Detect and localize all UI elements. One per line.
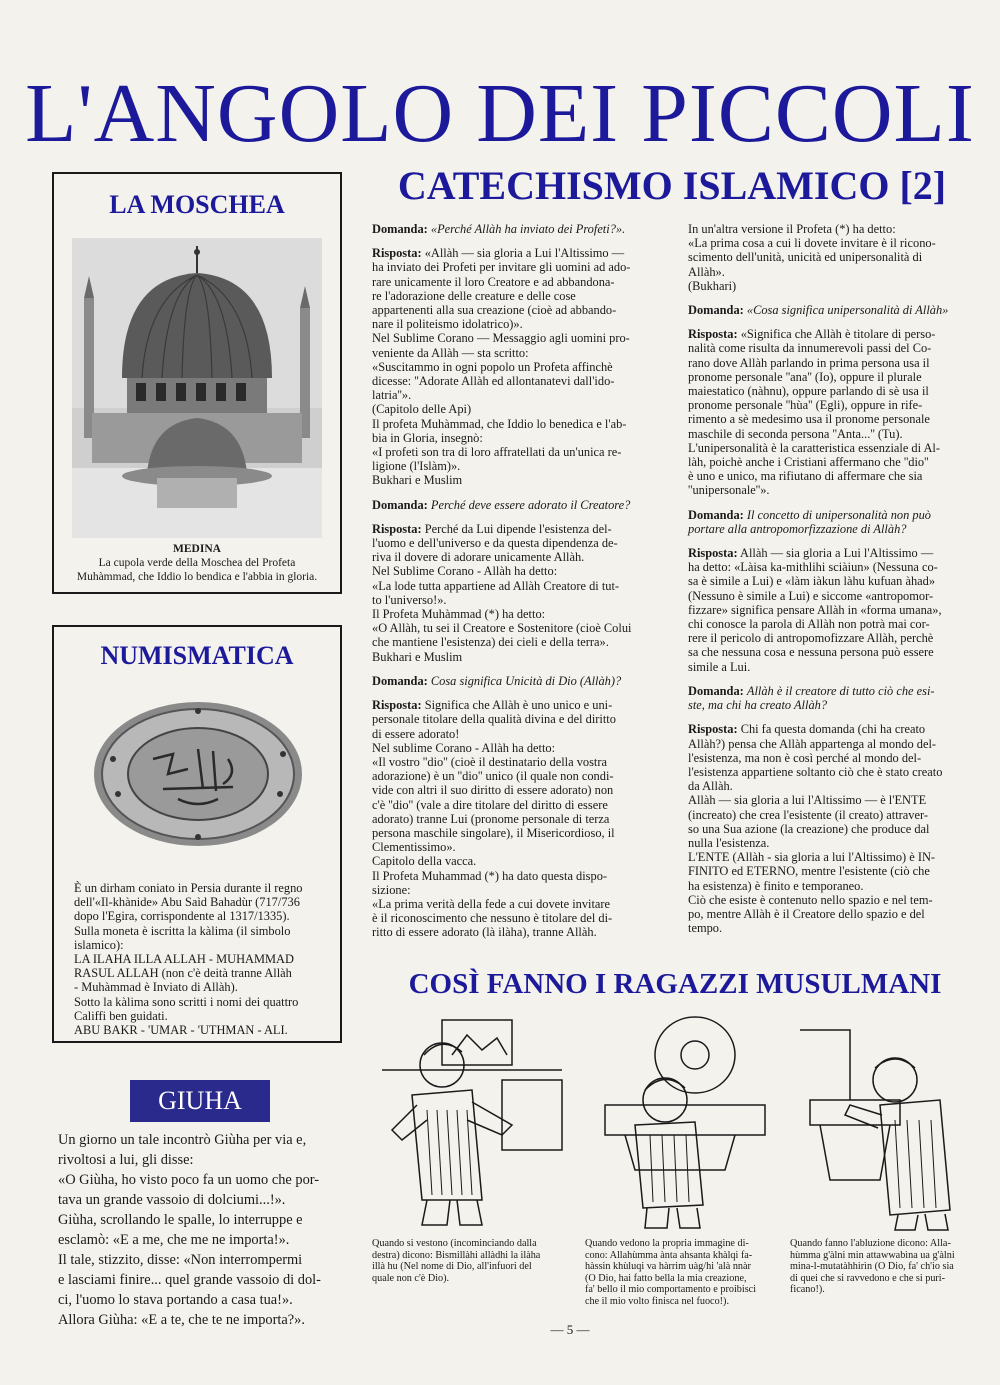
text-line: adorazione) è un ''dio'' unico (il quale non condi-	[372, 769, 614, 784]
qa-block	[372, 674, 666, 688]
catechismo-title: CATECHISMO ISLAMICO [2]	[397, 163, 947, 208]
text-line: maiestatico (nàhnu), oppure parlando di sè usa il	[688, 384, 929, 399]
text-line: ha detto: «Làisa ka-mithlihi sciàiun» (Nessuna co-	[688, 560, 938, 575]
text-line: Clementissimo».	[372, 840, 456, 855]
text-line: ''unipersonale''».	[688, 483, 770, 498]
text-line: L'unipersonalità è la caratteristica essenziale di Al-	[688, 440, 940, 455]
qa-block	[372, 522, 666, 664]
text-line: scimento dell'unità, unicità ed unipersonalità di	[688, 250, 923, 265]
text-line: RASUL ALLAH (non c'è deità tranne Allàh	[74, 966, 292, 981]
caption-line: quale non c'è Dio).	[372, 1272, 450, 1284]
text-line: so una Sua azione (la creazione) che produce dal	[688, 821, 930, 836]
qa-label: Risposta:	[688, 546, 738, 561]
text-line: re l'adorazione delle creature e delle cose	[372, 288, 576, 303]
qa-label: Domanda:	[688, 683, 744, 698]
text-line: Bukhari e Muslim	[372, 649, 463, 664]
question-text: Il concetto di unipersonalità non può	[746, 507, 931, 522]
text-line: Un giorno un tale incontrò Giùha per via e,	[58, 1132, 307, 1148]
qa-label: Domanda:	[372, 497, 428, 512]
text-line: nalità come risulta da innumerevoli passi del Co-	[688, 341, 932, 356]
qa-label: Risposta:	[372, 698, 422, 713]
catechismo-col2	[688, 222, 976, 945]
qa-block	[372, 698, 666, 939]
caption-line: Muhàmmad, che Iddio lo bendica e l'abbia in gloria.	[76, 571, 318, 583]
caption-line: (O Dio, hai fatto bella la mia creazione,	[585, 1272, 747, 1284]
text-line: tava un grande vassoio di dolciumi...!».	[58, 1192, 286, 1208]
answer-first: Perché da Lui dipende l'esistenza del-	[424, 521, 612, 536]
text-line: c'è ''dio'' (vale a dire titolare del diritto di essere	[372, 797, 608, 812]
caption-line: che il mio volto finisca nel fuoco!).	[585, 1295, 729, 1307]
text-line: «La lode tutta appartiene ad Allàh Creatore di tut-	[372, 578, 620, 593]
text-line: rano dove Allàh parlando in prima persona usa il	[688, 355, 930, 370]
text-line: È un dirham coniato in Persia durante il regno	[74, 881, 303, 895]
text-line: Capitolo della vacca.	[372, 854, 477, 869]
coin-image	[88, 699, 308, 849]
text-line: adorato) tranne Lui (pronome personale di terza	[372, 811, 610, 826]
qa-block	[688, 546, 976, 674]
catechismo-col1	[372, 222, 666, 950]
caption-line: La cupola verde della Moschea del Profeta	[98, 557, 296, 569]
text-line: maschile di seconda persona ''Anta...'' (Tu).	[688, 426, 903, 441]
qa-label: Domanda:	[688, 303, 744, 318]
caption-line: Quando si vestono (incominciando dalla	[372, 1238, 537, 1249]
question-text: «Cosa significa unipersonalità di Allàh»	[746, 303, 949, 318]
caption-line: Quando vedono la propria immagine di-	[585, 1238, 749, 1249]
text-line: «I profeti son tra di loro affratellati da un'unica re-	[372, 445, 622, 460]
caption-line: Quando fanno l'abluzione dicono: Alla-	[790, 1238, 951, 1249]
text-line: ha esistenza) è finito e temporaneo.	[688, 878, 864, 893]
caption-line: mina-l-mutatàhhirìn (O Dio, fa' ch'io sia	[790, 1261, 954, 1273]
text-line: Il tale, stizzito, disse: «Non interrompermi	[58, 1252, 303, 1268]
text-line: ha inviato dei Profeti per invitare gli uomini ad ado-	[372, 260, 631, 275]
caption-line: hùmma g'àlni min attawwabìna ua g'àlni	[790, 1249, 955, 1261]
ragazzi-title: COSÌ FANNO I RAGAZZI MUSULMANI	[408, 968, 942, 1000]
text-line: «La prima verità della fede a cui dovete invitare	[372, 896, 611, 911]
page-number: — 5 —	[550, 1322, 590, 1337]
qa-label: Domanda:	[372, 673, 428, 688]
text-line: simile a Lui.	[688, 659, 751, 674]
text-line: (Capitolo delle Api)	[372, 402, 472, 417]
text-line: vide con altri il suo diritto di essere adorato) non	[372, 783, 614, 798]
mosque-photo	[72, 238, 322, 538]
text-line: esclamò: «E a me, che me ne importa!».	[58, 1232, 290, 1248]
answer-first: Chi fa questa domanda (chi ha creato	[740, 722, 926, 737]
numismatica-text	[74, 881, 336, 1037]
text-line: Nel Sublime Corano - Allàh ha detto:	[372, 564, 558, 579]
text-line: Allora Giùha: «E a te, che te ne importa?».	[58, 1312, 305, 1328]
text-line: Nel Sublime Corano — Messaggio agli uomini pro-	[372, 331, 630, 346]
text-line: latria''».	[372, 388, 412, 403]
numismatica-box	[52, 625, 342, 1043]
answer-first: In un'altra versione il Profeta (*) ha detto:	[688, 222, 896, 236]
text-line: ritto di essere adorato (là ilàha), tranne Allàh.	[372, 925, 597, 940]
text-line: veniente da Allàh — sta scritto:	[372, 345, 529, 360]
text-line: l'esistenza appartiene soltanto ciò che è stato creato	[688, 764, 943, 779]
text-line: LA ILAHA ILLA ALLAH - MUHAMMAD	[74, 952, 294, 967]
boy-dressing-illustration	[372, 1010, 568, 1232]
moschea-title: LA MOSCHEA	[109, 190, 285, 219]
caption-line: fa' bello il mio comportamento e proibisci	[585, 1284, 757, 1296]
text-line: L'ENTE (Allàh - sia gloria a lui l'Altissimo) è IN-	[688, 850, 936, 865]
text-line: ligione (l'Islàm)».	[372, 459, 461, 474]
text-line: «Suscitammo in ogni popolo un Profeta affinchè	[372, 359, 613, 374]
text-line: rimento a sè medesimo usa il pronome personale	[688, 412, 930, 427]
question-text: «Perché Allàh ha inviato dei Profeti?».	[430, 222, 626, 236]
answer-first: Allàh — sia gloria a Lui l'Altissimo —	[740, 546, 934, 561]
question-text: Perché deve essere adorato il Creatore?	[430, 497, 631, 512]
qa-label: Risposta:	[372, 246, 422, 261]
text-line: pronome personale ''ana'' (Io), oppure il plurale	[688, 369, 922, 384]
ragazzi-caption-2	[585, 1238, 775, 1308]
text-line: «O Giùha, ho visto poco fa un uomo che por-	[58, 1172, 320, 1188]
qa-block	[372, 222, 666, 236]
text-line: «La prima cosa a cui li dovete invitare è il ricono-	[688, 236, 936, 251]
text-line: - Muhàmmad è Inviato di Allàh).	[74, 980, 238, 995]
text-line: (increato) che crea l'esistente (il creato) attraver-	[688, 807, 929, 822]
answer-first: «Allàh — sia gloria a Lui l'Altissimo —	[424, 246, 625, 261]
text-line: «Il vostro ''dio'' (cioè il destinatario della vostra	[372, 754, 607, 769]
numismatica-title: NUMISMATICA	[100, 641, 294, 670]
text-line: è uno e unico, ma rifiutano di affermare che sia	[688, 469, 923, 484]
text-line: riva il dovere di adorare unicamente Allàh.	[372, 550, 585, 565]
text-line: Il profeta Muhàmmad, che Iddio lo benedica e l'ab-	[372, 416, 627, 431]
text-line: pronome personale ''hùa'' (Egli), oppure in rife-	[688, 398, 923, 413]
boy-mirror-illustration	[585, 1010, 769, 1232]
answer-first: Significa che Allàh è uno unico e uni-	[424, 698, 613, 713]
text-line: personale titolare della qualità divina e del diritto	[372, 712, 616, 727]
question-text: ste, ma chi ha creato Allàh?	[688, 698, 828, 713]
text-line: dopo l'Egira, corrispondente al 1317/1335).	[74, 909, 290, 924]
qa-label: Risposta:	[372, 521, 422, 536]
text-line: ABU BAKR - 'UMAR - 'UTHMAN - ALI.	[74, 1023, 288, 1038]
text-line: dicesse: ''Adorate Allàh ed allontanatevi dall'ido-	[372, 374, 615, 389]
text-line: rivoltosi a lui, gli disse:	[58, 1152, 194, 1168]
qa-label: Domanda:	[372, 222, 428, 236]
text-line: nulla l'esistenza.	[688, 835, 770, 850]
caption-line: destra) dicono: Bismillàhi allàdhi la ilàha	[372, 1249, 541, 1261]
text-line: dell'«Il-khànide» Abu Saìd Bahadùr (717/736	[74, 895, 300, 910]
qa-block	[372, 498, 666, 512]
text-line: e lasciami finire... quel grande vassoio di dol-	[58, 1272, 321, 1288]
text-line: Califfi ben guidati.	[74, 1008, 168, 1023]
text-line: (Bukhari)	[688, 278, 737, 293]
moschea-caption	[54, 542, 340, 584]
text-line: persona maschile singolare), il Misericordioso, il	[372, 825, 615, 840]
qa-block	[688, 508, 976, 536]
text-line: l'uomo e dell'universo e da questa dipendenza de-	[372, 536, 618, 551]
qa-label: Domanda:	[688, 507, 744, 522]
text-line: tempo.	[688, 921, 723, 936]
text-line: làh, poichè anche i Cristiani affermano che ''dio''	[688, 455, 929, 470]
qa-block	[688, 722, 976, 935]
text-line: è il riconoscimento che nessuno è titolare del di-	[372, 911, 613, 926]
text-line: chi conosce la parola di Allàh non potrà mai cor-	[688, 617, 930, 632]
text-line: Ciò che esiste è contenuto nello spazio e nel tem-	[688, 892, 933, 907]
text-line: appartenenti alla sua creazione (cioè ad abbando-	[372, 303, 617, 318]
text-line: Il Profeta Muhammad (*) ha dato questa dispo-	[372, 868, 608, 883]
text-line: Nel sublime Corano - Allàh ha detto:	[372, 740, 556, 755]
text-line: bia in Gloria, insegnò:	[372, 430, 483, 445]
text-line: FINITO ed ETERNO, mentre l'esistente (ciò che	[688, 864, 930, 879]
ragazzi-caption-3	[790, 1238, 978, 1296]
text-line: Allàh?) pensa che Allàh appartenga al mondo del-	[688, 736, 937, 751]
text-line: islamico):	[74, 937, 124, 952]
caption-line: hàssin khùluqi va hàrrim uàg/hi 'alà nnàr	[585, 1261, 751, 1273]
text-line: l'esistenza, ma non è così perché al mondo del-	[688, 750, 922, 765]
text-line: Allàh».	[688, 264, 725, 279]
caption-line: illà hu (Nel nome di Dio, all'infuori del	[372, 1261, 532, 1273]
question-text: Allàh è il creatore di tutto ciò che esi-	[746, 683, 935, 698]
qa-label: Risposta:	[688, 722, 738, 737]
text-line: che mantiene l'esistenza) dei cieli e della terra».	[372, 635, 609, 650]
giuha-text	[58, 1130, 348, 1330]
text-line: rare unicamente il loro Creatore e ad abbandona-	[372, 274, 615, 289]
boy-ablution-illustration	[790, 1010, 978, 1232]
giuha-banner: GIUHA	[130, 1080, 270, 1122]
text-line: ci, l'uomo lo stava portando a casa tua!».	[58, 1292, 293, 1308]
text-line: Sulla moneta è iscritta la kàlima (il simbolo	[74, 923, 291, 938]
page-title: L'ANGOLO DEI PICCOLI	[25, 67, 975, 160]
text-line: di essere adorato!	[372, 726, 460, 741]
text-line: Sotto la kàlima sono scritti i nomi dei quattro	[74, 994, 299, 1009]
qa-label: Risposta:	[688, 327, 738, 342]
text-line: sizione:	[372, 882, 411, 897]
qa-block	[372, 246, 666, 487]
caption-title: MEDINA	[173, 543, 221, 555]
text-line: to l'universo!».	[372, 592, 447, 607]
text-line: Bukhari e Muslim	[372, 473, 463, 488]
qa-block	[688, 684, 976, 712]
qa-block	[688, 303, 976, 317]
question-text: portare alla antropomorfizzazione di Allàh?	[688, 521, 907, 536]
text-line: rere il pericolo di antropomofizzare Allàh, perchè	[688, 631, 934, 646]
text-line: (Nessuno è simile a Lui) e siccome «antropomor-	[688, 588, 934, 603]
text-line: da Allàh.	[688, 779, 733, 794]
text-line: sa è simile a Lui) e «làm iàkun làhu kufuan àhad»	[688, 574, 936, 589]
qa-block	[688, 222, 976, 293]
text-line: Giùha, scrollando le spalle, lo interruppe e	[58, 1212, 303, 1228]
caption-line: cono: Allahùmma ànta ahsanta khàlqi fa-	[585, 1249, 753, 1261]
qa-block	[688, 327, 976, 497]
caption-line: ficano!).	[790, 1284, 825, 1296]
text-line: nare il politeismo idolatrico)».	[372, 317, 523, 332]
text-line: po, mentre Allàh è il Creatore dello spazio e del	[688, 906, 925, 921]
text-line: «O Allàh, tu sei il Creatore e Sostenitore (cioè Colui	[372, 621, 632, 636]
text-line: Allàh — sia gloria a lui l'Altissimo — è l'ENTE	[688, 793, 927, 808]
ragazzi-caption-1	[372, 1238, 568, 1284]
text-line: Il Profeta Muhàmmad (*) ha detto:	[372, 607, 546, 622]
caption-line: di quei che si ravvedono e che si puri-	[790, 1272, 946, 1284]
moschea-box	[52, 172, 342, 594]
text-line: sa che nessuna cosa e nessuna persona può essere	[688, 645, 934, 660]
question-text: Cosa significa Unicità di Dio (Allàh)?	[430, 673, 622, 688]
text-line: fizzare» significa pensare Allàh in «forma umana»,	[688, 602, 942, 617]
answer-first: «Significa che Allàh è titolare di perso-	[740, 327, 936, 342]
